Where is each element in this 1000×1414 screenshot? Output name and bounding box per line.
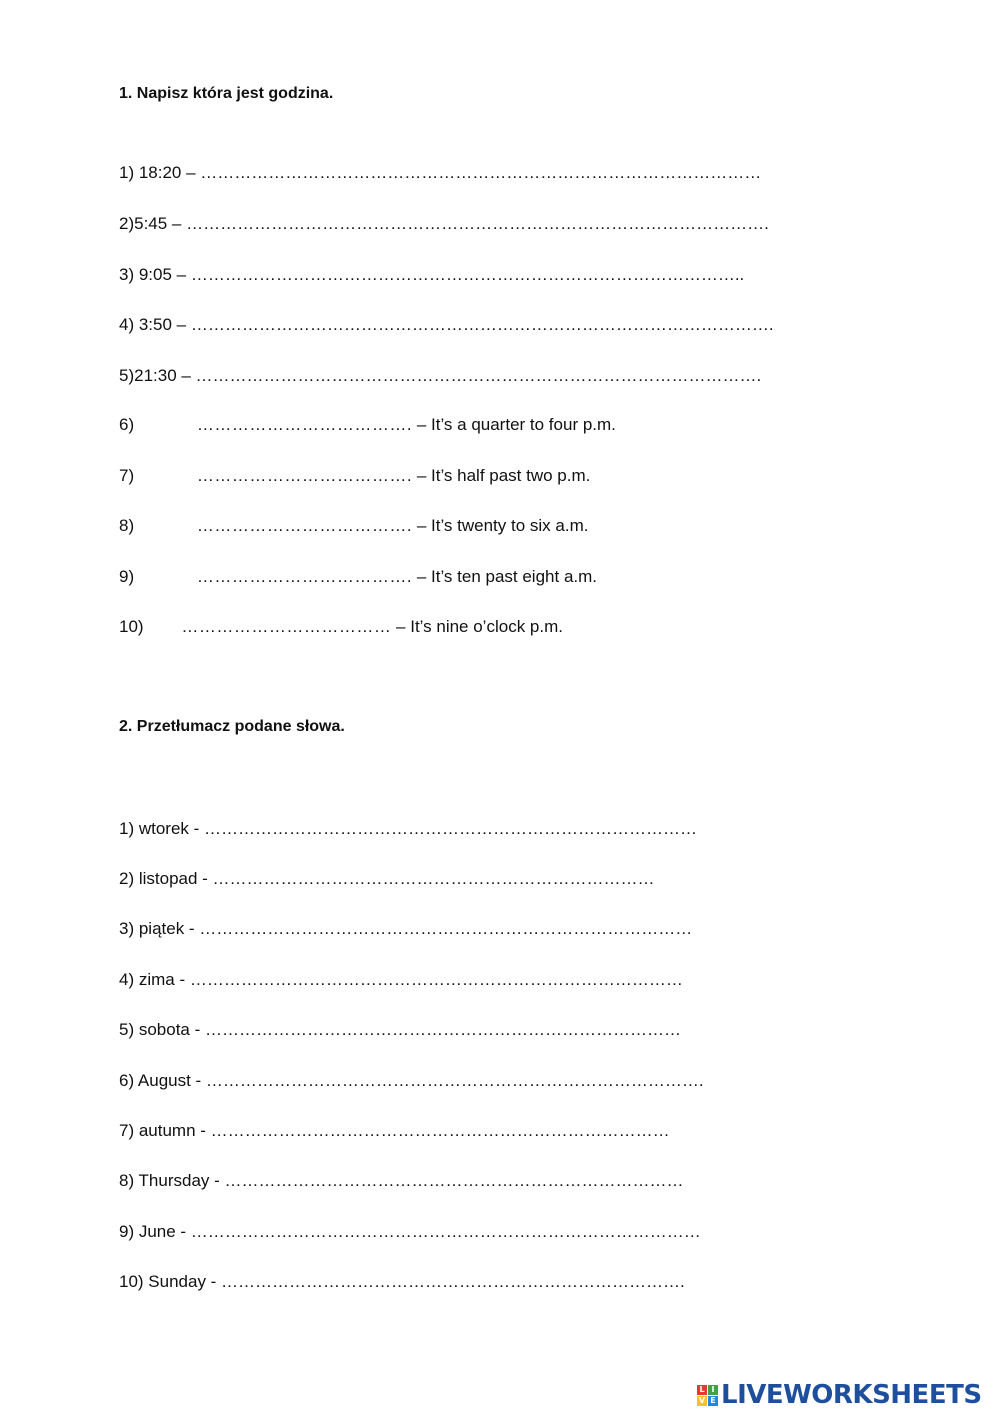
answer-item-10 [119,617,563,637]
time-item-4: 4) 3:50 – …………………………………………………………………………………………. [119,315,774,334]
section-2-heading: 2. Przetłumacz podane słowa. [119,718,345,735]
word-item-7: 7) autumn - ……………………………………………………………………… [119,1121,670,1140]
time-item-5: 5)21:30 – ………………………………………………………………………………………. [119,366,762,385]
answer-number: 6) [119,415,135,434]
time-item-3: 3) 9:05 – …………………………………………………………………………………….. [119,265,745,284]
answer-number: 9) [119,567,135,586]
answer-number: 7) [119,466,135,485]
word-item-8: 8) Thursday - ……………………………………………………………………… [119,1171,684,1190]
answer-number: 8) [119,516,135,535]
answer-text: – It’s nine o’clock p.m. [396,617,563,636]
word-item-6: 6) August - ……………………………………………………………………………. [119,1071,704,1090]
answer-blank: ………………………………. [196,516,413,535]
time-item-1: 1) 18:20 – ……………………………………………………………………………………… [119,163,762,182]
answer-text: – It’s a quarter to four p.m. [416,415,616,434]
time-item-2: 2)5:45 – …………………………………………………………………………………………. [119,214,769,233]
word-item-5: 5) sobota - ………………………………………………………………………… [119,1020,681,1039]
answer-item-9 [119,567,597,587]
answer-item-8 [119,516,588,536]
section-1-heading: 1. Napisz która jest godzina. [119,85,334,102]
answer-blank: ………………………………. [196,466,413,485]
answer-text: – It’s half past two p.m. [416,466,591,485]
word-item-3: 3) piątek - …………………………………………………………………………… [119,919,693,938]
answer-item-6 [119,415,616,435]
logo-text: LIVEWORKSHEETS [721,1380,982,1410]
answer-blank: ………………………………. [196,567,413,586]
word-item-9: 9) June - ……………………………………………………………………………… [119,1222,701,1241]
answer-number: 10) [119,617,144,636]
word-item-4: 4) zima - …………………………………………………………………………… [119,970,683,989]
answer-text: – It’s ten past eight a.m. [416,567,598,586]
word-item-1: 1) wtorek - …………………………………………………………………………… [119,819,698,838]
answer-blank: ………………………………. [196,415,413,434]
liveworksheets-logo [697,1379,982,1411]
word-item-2: 2) listopad - …………………………………………………………………… [119,869,655,888]
answer-blank: ……………………………… [181,617,392,636]
word-item-10: 10) Sunday - ………………………………………………………………………. [119,1272,685,1291]
answer-text: – It’s twenty to six a.m. [416,516,589,535]
logo-mark-icon: L I V E [697,1385,718,1406]
answer-item-7 [119,466,590,486]
